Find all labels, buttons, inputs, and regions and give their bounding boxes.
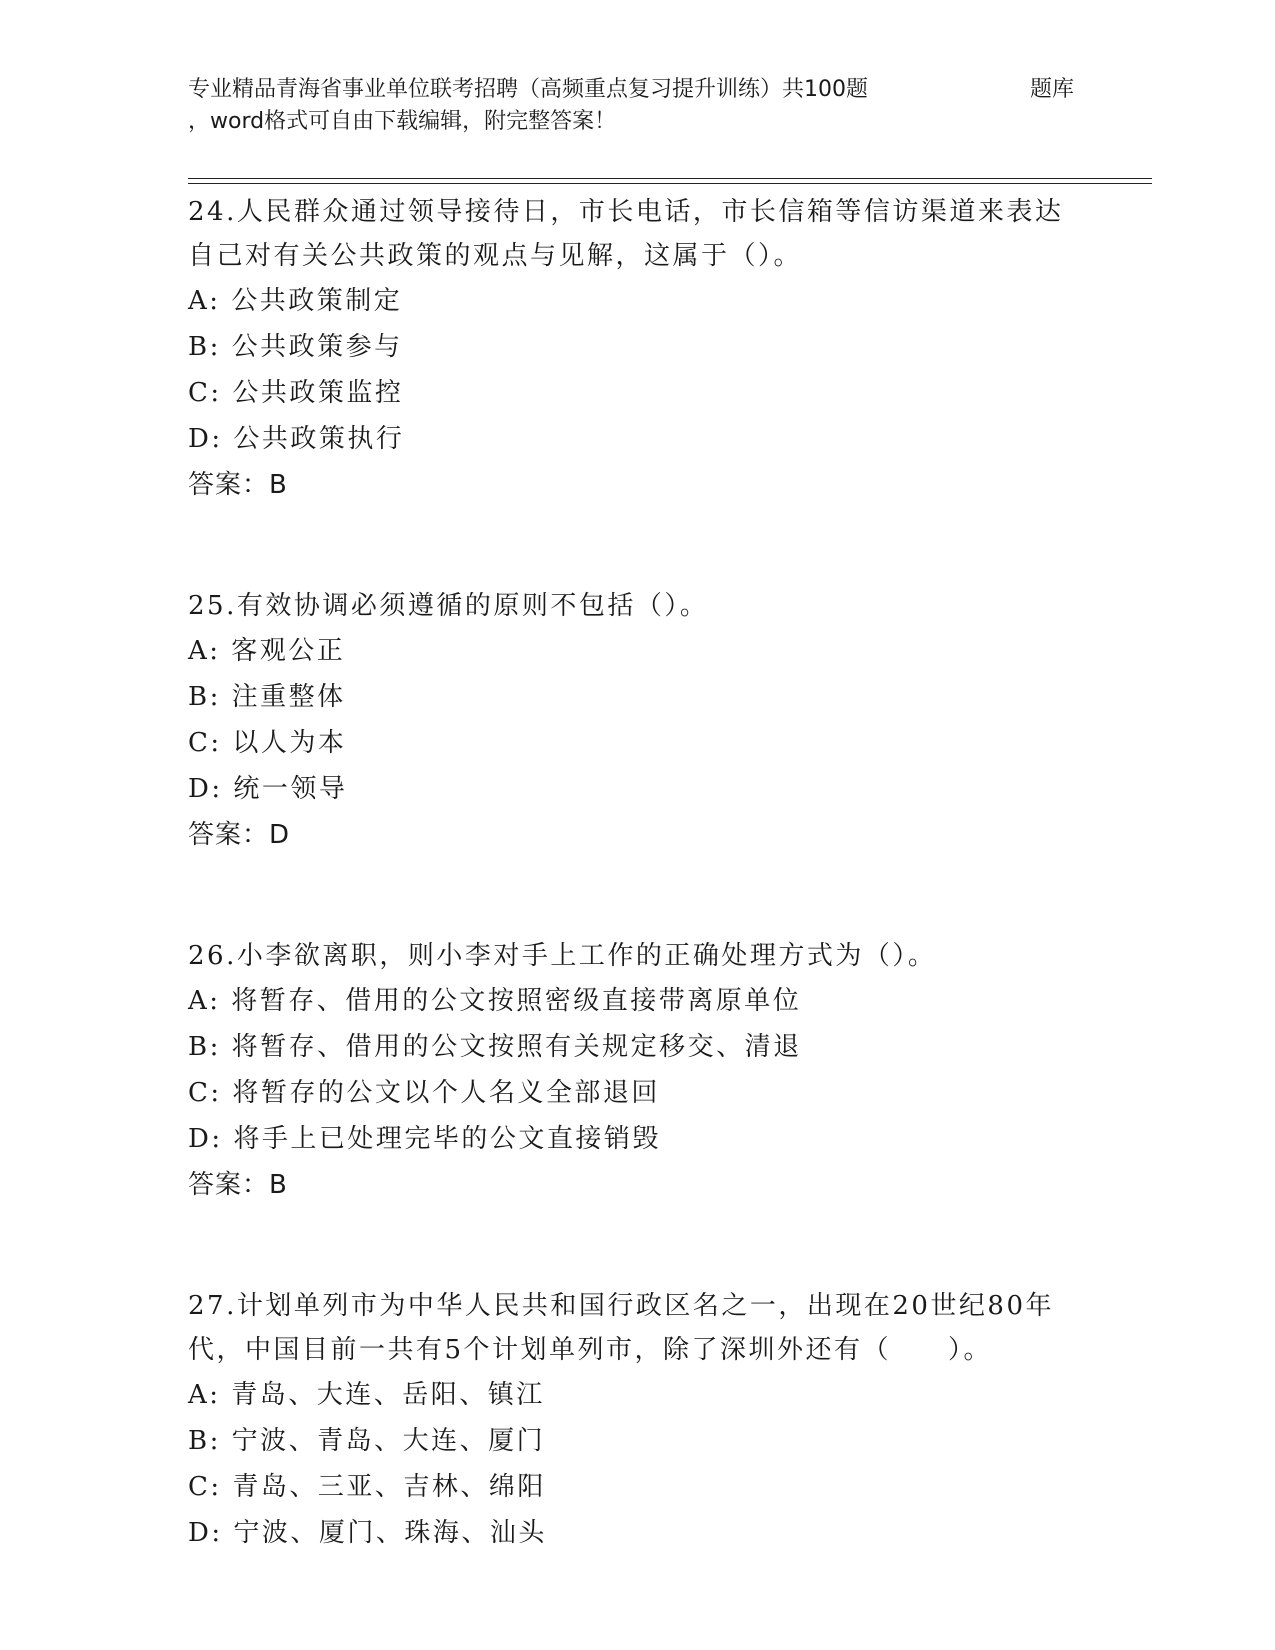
option-c: C: 将暂存的公文以个人名义全部退回 xyxy=(188,1078,660,1108)
question-text: 27.计划单列市为中华人民共和国行政区名之一，出现在20世纪80年代，中国目前一共有5个计划单列市，除了深圳外还有（ ）。 xyxy=(188,1291,1055,1365)
question-spacer xyxy=(188,508,1088,584)
question-24 xyxy=(188,190,1088,508)
option-a: A: 将暂存、借用的公文按照密级直接带离原单位 xyxy=(188,986,802,1016)
question-text: 25.有效协调必须遵循的原则不包括（）。 xyxy=(188,591,709,621)
option-b: B: 注重整体 xyxy=(188,682,346,712)
option-c: C: 公共政策监控 xyxy=(188,378,404,408)
option-d: D: 统一领导 xyxy=(188,774,348,804)
answer: 答案：D xyxy=(188,820,291,850)
page-header xyxy=(188,74,1088,138)
option-a: A: 公共政策制定 xyxy=(188,286,403,316)
question-text: 24.人民群众通过领导接待日，市长电话，市长信箱等信访渠道来表达自己对有关公共政策的观点与见解，这属于（）。 xyxy=(188,197,1064,271)
answer: 答案：B xyxy=(188,470,288,500)
question-27 xyxy=(188,1284,1088,1556)
question-spacer xyxy=(188,858,1088,934)
question-spacer xyxy=(188,1208,1088,1284)
question-text: 26.小李欲离职，则小李对手上工作的正确处理方式为（）。 xyxy=(188,941,937,971)
option-d: D: 宁波、厦门、珠海、汕头 xyxy=(188,1518,547,1548)
header-subtitle: ，word格式可自由下载编辑，附完整答案！ xyxy=(188,109,617,134)
header-divider-top xyxy=(188,178,1152,179)
option-c: C: 青岛、三亚、吉林、绵阳 xyxy=(188,1472,546,1502)
question-list xyxy=(188,190,1088,1556)
option-d: D: 公共政策执行 xyxy=(188,424,405,454)
header-title: 专业精品青海省事业单位联考招聘（高频重点复习提升训练）共100题 xyxy=(188,77,868,102)
question-25 xyxy=(188,584,1088,858)
header-title-suffix: 题库 xyxy=(1030,77,1075,102)
header-divider-bottom xyxy=(188,183,1152,184)
question-26 xyxy=(188,934,1088,1208)
option-a: A: 青岛、大连、岳阳、镇江 xyxy=(188,1380,545,1410)
option-b: B: 宁波、青岛、大连、厦门 xyxy=(188,1426,546,1456)
option-b: B: 公共政策参与 xyxy=(188,332,403,362)
header-line-1 xyxy=(188,74,1088,106)
option-b: B: 将暂存、借用的公文按照有关规定移交、清退 xyxy=(188,1032,802,1062)
option-c: C: 以人为本 xyxy=(188,728,347,758)
answer: 答案：B xyxy=(188,1170,288,1200)
option-a: A: 客观公正 xyxy=(188,636,346,666)
option-d: D: 将手上已处理完毕的公文直接销毁 xyxy=(188,1124,661,1154)
